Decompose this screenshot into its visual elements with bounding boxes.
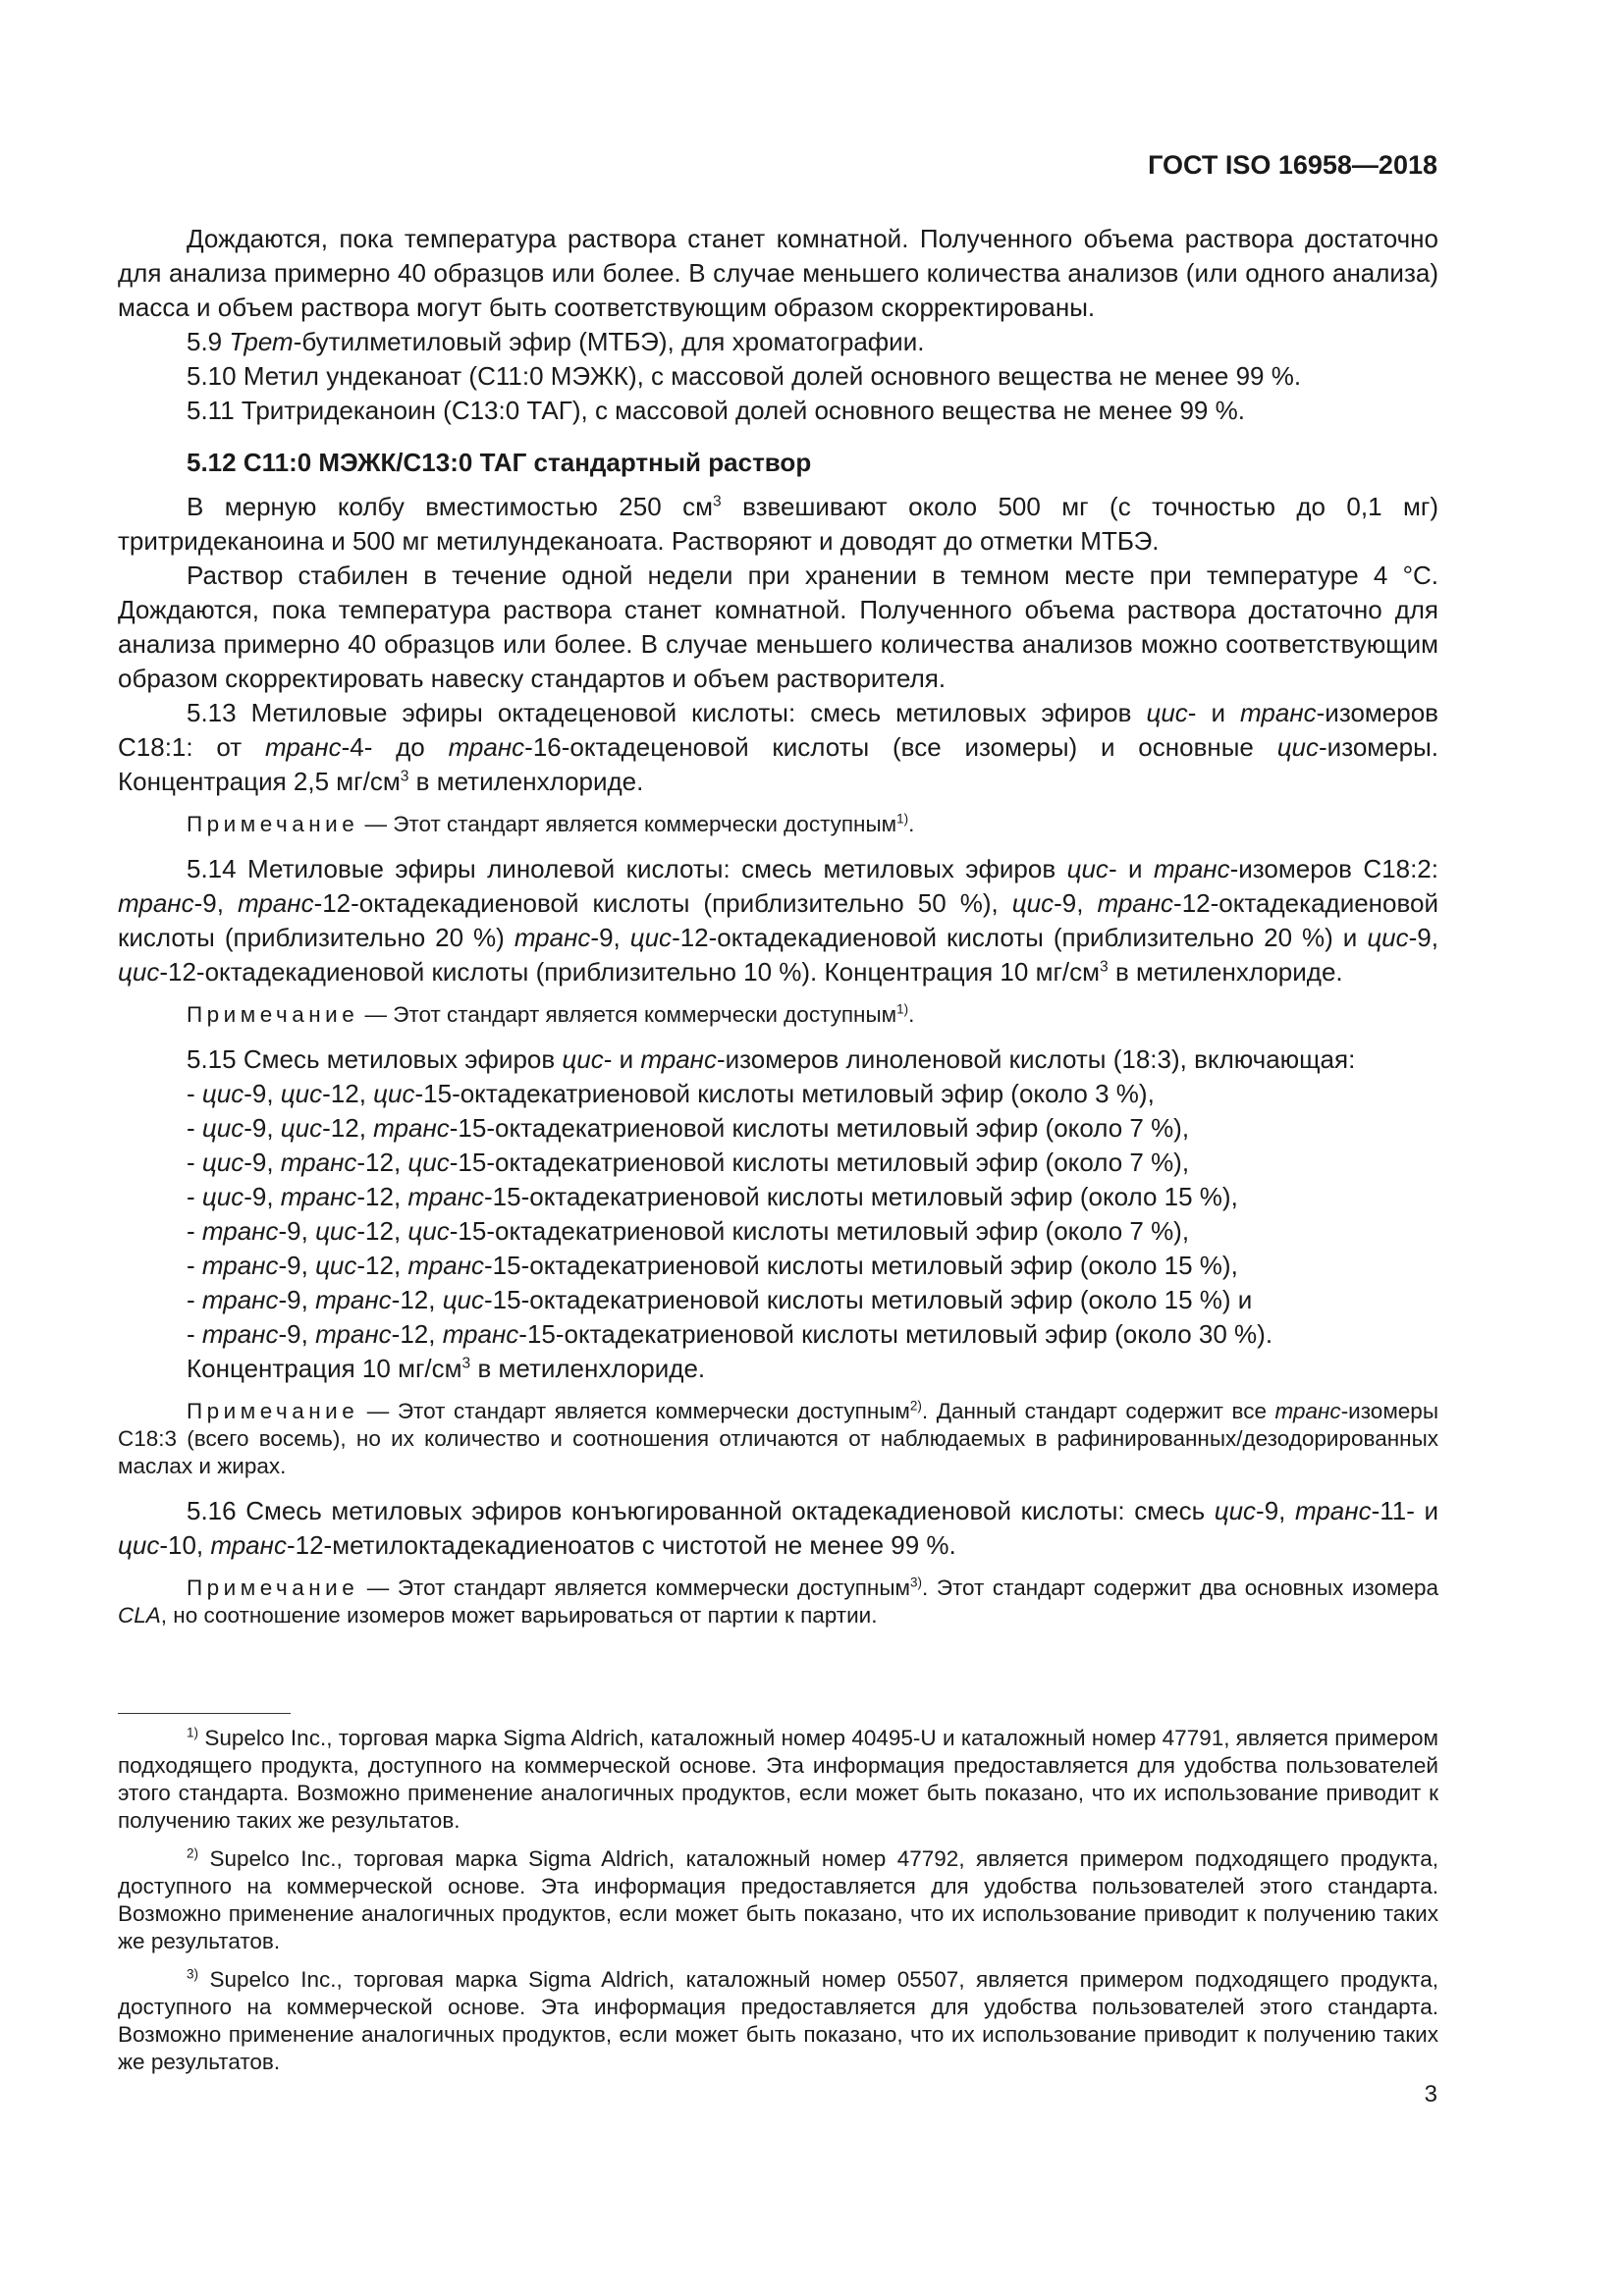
- footnote-mark: 2): [187, 1845, 199, 1861]
- paragraph-5-14: 5.14 Метиловые эфиры линолевой кислоты: смесь метиловых эфиров цис- и транс-изомеров С18:2: транс-9, транс-12-октадекадиеновой кислоты (приблизительно 50 %), цис-9, транс-12-октадекадиеновой кислоты (приблизительно 20 %) транс-9, цис-12-октадекадиеновой кислоты (приблизительно 20 %) и цис-9, цис-12-октадекадиеновой кислоты (приблизительно 10 %). Концентрация 10 $мг/см^3$ в метиленхлориде.: [118, 854, 1438, 987]
- paragraph-5-13: 5.13 Метиловые эфиры октадеценовой кислоты: смесь метиловых эфиров цис- и транс-изомеров С18:1: от транс-4- до транс-16-октадеценовой кислоты (все изомеры) и основные цис-изомеры. Концентрация 2,5 $мг/см^3$ в метиленхлориде.: [118, 698, 1438, 796]
- note-label: Примечание: [187, 1399, 359, 1423]
- list-item: - цис-9, цис-12, цис-15-октадекатриеновой кислоты метиловый эфир (около 3 %),: [187, 1079, 1155, 1108]
- page-number: 3: [1424, 2081, 1437, 2108]
- list-item: - цис-9, транс-12, цис-15-октадекатриеновой кислоты метиловый эфир (около 7 %),: [187, 1148, 1190, 1177]
- footnote-2: $^{2)}$ Supelco Inc., торговая марка Sigma Aldrich, каталожный номер 47792, является примером подходящего продукта, доступного на коммерческой основе. Эта информация предоставляется для удобства пользователей этого стандарта. Возможно применение аналогичных продуктов, если может быть показано, что их использование приводит к получению таких же результатов.: [118, 1845, 1438, 1953]
- paragraph-5-12-b: Раствор стабилен в течение одной недели при хранении в темном месте при температуре 4 °С. Дождаются, пока температура раствора станет комнатной. Полученного объема раствора достаточно для анализа примерно 40 образцов или более. В случае меньшего количества анализов можно соответствующим образом скорректировать навеску стандартов и объем растворителя.: [118, 561, 1438, 693]
- note-2: Примечание — Этот стандарт является коммерчески доступным$^{1)}$.: [187, 1001, 915, 1027]
- document-code-header: ГОСТ ISO 16958—2018: [1148, 150, 1437, 180]
- note-4: Примечание — Этот стандарт является коммерчески доступным$^{3)}$. Этот стандарт содержит два основных изомера CLA, но соотношение изомеров может варьироваться от партии к партии.: [118, 1575, 1438, 1628]
- footnote-ref: 2): [909, 1398, 922, 1414]
- footnote-1: $^{1)}$ Supelco Inc., торговая марка Sigma Aldrich, каталожный номер 40495-U и каталожный номер 47791, является примером подходящего продукта, доступного на коммерческой основе. Эта информация предоставляется для удобства пользователей этого стандарта. Возможно применение аналогичных продуктов, если может быть показано, что их использование приводит к получению таких же результатов.: [118, 1725, 1438, 1833]
- concentration-line: Концентрация 10 $мг/см^3$ в метиленхлориде.: [187, 1354, 706, 1383]
- list-item: - транс-9, транс-12, цис-15-октадекатриеновой кислоты метиловый эфир (около 15 %) и: [187, 1285, 1253, 1314]
- note-label: Примечание: [187, 812, 359, 836]
- paragraph-5-11: 5.11 Тритридеканоин (С13:0 ТАГ), с массовой долей основного вещества не менее 99 %.: [187, 396, 1245, 425]
- footnote-3: $^{3)}$ Supelco Inc., торговая марка Sigma Aldrich, каталожный номер 05507, является примером подходящего продукта, доступного на коммерческой основе. Эта информация предоставляется для удобства пользователей этого стандарта. Возможно применение аналогичных продуктов, если может быть показано, что их использование приводит к получению таких же результатов.: [118, 1966, 1438, 2074]
- paragraph-dissolve: Дождаются, пока температура раствора станет комнатной. Полученного объема раствора достаточно для анализа примерно 40 образцов или более. В случае меньшего количества анализов (или одного анализа) масса и объем раствора могут быть соответствующим образом скорректированы.: [118, 224, 1438, 322]
- note-3: Примечание — Этот стандарт является коммерчески доступным$^{2)}$. Данный стандарт содержит все транс-изомеры С18:3 (всего восемь), но их количество и соотношения отличаются от наблюдаемых в рафинированных/дезодорированных маслах и жирах.: [118, 1398, 1438, 1478]
- document-body: [118, 222, 1438, 1643]
- list-item: - транс-9, транс-12, транс-15-октадекатриеновой кислоты метиловый эфир (около 30 %).: [187, 1319, 1273, 1349]
- footnote-ref: 3): [909, 1575, 922, 1590]
- footnote-ref: 1): [896, 811, 909, 827]
- footnotes: [118, 1725, 1438, 2087]
- list-item: - цис-9, цис-12, транс-15-октадекатриеновой кислоты метиловый эфир (около 7 %),: [187, 1113, 1190, 1143]
- footnote-separator: [118, 1713, 291, 1714]
- paragraph-5-9: 5.9 Трет-бутилметиловый эфир (МТБЭ), для хроматографии.: [187, 327, 925, 356]
- section-heading-5-12: 5.12 С11:0 МЭЖК/С13:0 ТАГ стандартный раствор: [187, 448, 812, 477]
- paragraph-5-15: 5.15 Смесь метиловых эфиров цис- и транс-изомеров линоленовой кислоты (18:3), включающая:: [187, 1044, 1356, 1074]
- note-label: Примечание: [187, 1575, 359, 1600]
- paragraph-5-12-a: В мерную колбу вместимостью 250 $см^3$ взвешивают около 500 мг (с точностью до 0,1 мг) тритридеканоина и 500 мг метилундеканоата. Растворяют и доводят до отметки МТБЭ.: [118, 492, 1438, 556]
- list-item: - транс-9, цис-12, транс-15-октадекатриеновой кислоты метиловый эфир (около 15 %),: [187, 1251, 1238, 1280]
- footnote-ref: 1): [896, 1001, 909, 1017]
- list-item: - цис-9, транс-12, транс-15-октадекатриеновой кислоты метиловый эфир (около 15 %),: [187, 1182, 1238, 1211]
- note-1: Примечание — Этот стандарт является коммерчески доступным$^{1)}$.: [187, 811, 915, 836]
- note-label: Примечание: [187, 1002, 359, 1027]
- paragraph-5-16: 5.16 Смесь метиловых эфиров конъюгированной октадекадиеновой кислоты: смесь цис-9, транс-11- и цис-10, транс-12-метилоктадекадиеноатов с чистотой не менее 99 %.: [118, 1496, 1438, 1560]
- list-item: - транс-9, цис-12, цис-15-октадекатриеновой кислоты метиловый эфир (около 7 %),: [187, 1216, 1190, 1246]
- footnote-mark: 1): [187, 1725, 199, 1740]
- footnote-mark: 3): [187, 1966, 199, 1982]
- isomer-list: [187, 1077, 1438, 1386]
- paragraph-5-10: 5.10 Метил ундеканоат (С11:0 МЭЖК), с массовой долей основного вещества не менее 99 %.: [187, 361, 1302, 391]
